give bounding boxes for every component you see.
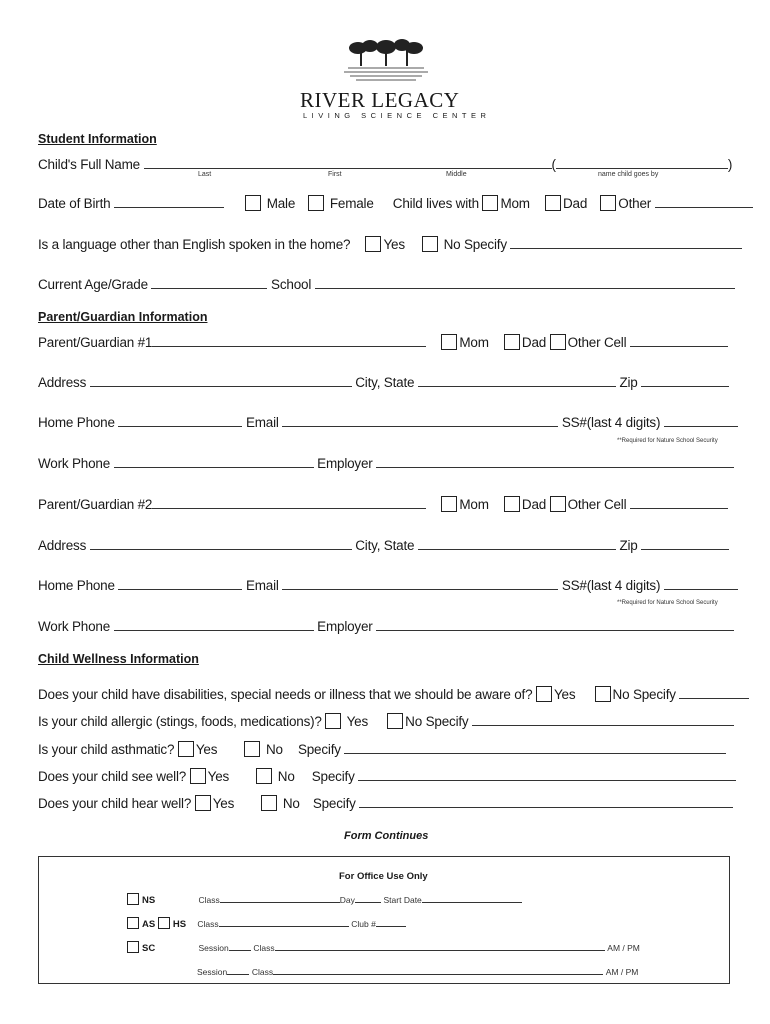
form-continues: Form Continues bbox=[344, 830, 429, 842]
wellness-q4-row bbox=[38, 768, 736, 784]
dob-row bbox=[38, 195, 753, 211]
as-class-field[interactable] bbox=[219, 917, 349, 927]
as-checkbox[interactable] bbox=[127, 917, 139, 929]
sc-class-field-1[interactable] bbox=[275, 941, 605, 951]
pg2-label: Parent/Guardian #2 bbox=[38, 497, 153, 512]
q4-yes-label: Yes bbox=[207, 769, 230, 784]
pg1-name-field[interactable] bbox=[152, 334, 426, 347]
pg2-work-phone-field[interactable] bbox=[114, 618, 314, 631]
trees-logo-icon bbox=[340, 38, 432, 88]
wellness-q2-row bbox=[38, 713, 734, 729]
lives-other-label: Other bbox=[618, 196, 652, 211]
wellness-q3-row bbox=[38, 741, 726, 757]
office-as-row bbox=[127, 917, 406, 930]
q1-yes-checkbox[interactable] bbox=[536, 686, 552, 702]
language-row bbox=[38, 236, 742, 252]
sc-session-field-1[interactable] bbox=[229, 941, 251, 951]
ns-class-label: Class bbox=[198, 895, 220, 905]
sc-class-field-2[interactable] bbox=[273, 965, 603, 975]
language-no-checkbox[interactable] bbox=[422, 236, 438, 252]
language-specify-field[interactable] bbox=[510, 236, 742, 249]
lives-other-checkbox[interactable] bbox=[600, 195, 616, 211]
pg2-city-field[interactable] bbox=[418, 537, 616, 550]
q4-no-label: No bbox=[277, 769, 295, 784]
full-name-label: Child's Full Name bbox=[38, 157, 140, 172]
q4-yes-checkbox[interactable] bbox=[190, 768, 206, 784]
sc-class-label-2: Class bbox=[251, 967, 274, 977]
dob-label: Date of Birth bbox=[38, 196, 111, 211]
q4-specify-label: Specify bbox=[311, 769, 355, 784]
pg2-home-phone-field[interactable] bbox=[118, 577, 242, 590]
ns-day-label: Day bbox=[339, 895, 355, 905]
pg2-ss-field[interactable] bbox=[664, 577, 738, 590]
q1-no-label: No bbox=[612, 687, 630, 702]
q2-specify-label: Specify bbox=[425, 714, 469, 729]
lives-dad-label: Dad bbox=[562, 196, 588, 211]
pg2-work-row bbox=[38, 618, 734, 634]
pg2-address-label: Address bbox=[38, 538, 87, 553]
pg2-home-phone-label: Home Phone bbox=[38, 578, 115, 593]
wellness-q5-row bbox=[38, 795, 733, 811]
ns-checkbox[interactable] bbox=[127, 893, 139, 905]
ns-start-date-field[interactable] bbox=[422, 893, 522, 903]
pg2-dad-label: Dad bbox=[521, 497, 547, 512]
pg2-city-label: City, State bbox=[355, 538, 415, 553]
office-title: For Office Use Only bbox=[339, 871, 428, 882]
pg2-cell-label: Cell bbox=[603, 497, 627, 512]
pg1-home-phone-field[interactable] bbox=[118, 414, 242, 427]
q5-yes-checkbox[interactable] bbox=[195, 795, 211, 811]
logo-name: RIVER LEGACY bbox=[300, 88, 460, 112]
pg2-mom-label: Mom bbox=[459, 497, 489, 512]
male-checkbox[interactable] bbox=[245, 195, 261, 211]
pg1-other-label: Other bbox=[567, 335, 601, 350]
q5-no-checkbox[interactable] bbox=[261, 795, 277, 811]
pg2-name-field[interactable] bbox=[152, 496, 426, 509]
pg2-address-field[interactable] bbox=[90, 537, 352, 550]
pg1-row bbox=[38, 334, 728, 350]
pg1-zip-label: Zip bbox=[619, 375, 638, 390]
q5-no-label: No bbox=[282, 796, 300, 811]
q2-yes-checkbox[interactable] bbox=[325, 713, 341, 729]
q2-yes-label: Yes bbox=[346, 714, 369, 729]
pg1-address-label: Address bbox=[38, 375, 87, 390]
pg1-zip-field[interactable] bbox=[641, 374, 729, 387]
q3-yes-label: Yes bbox=[195, 742, 218, 757]
full-name-row: Child's Full Name ( ) bbox=[38, 157, 733, 172]
q1-yes-label: Yes bbox=[553, 687, 576, 702]
pg2-work-phone-label: Work Phone bbox=[38, 619, 111, 634]
q3-yes-checkbox[interactable] bbox=[178, 741, 194, 757]
school-field[interactable] bbox=[315, 276, 735, 289]
as-label: AS bbox=[142, 919, 156, 930]
pg1-employer-field[interactable] bbox=[376, 455, 734, 468]
office-use-box bbox=[38, 856, 730, 984]
sc-ampm-2: AM / PM bbox=[605, 967, 639, 977]
pg1-mom-checkbox[interactable] bbox=[441, 334, 457, 350]
pg1-label: Parent/Guardian #1 bbox=[38, 335, 153, 350]
wellness-q1-row bbox=[38, 686, 749, 702]
pg2-email-field[interactable] bbox=[282, 577, 558, 590]
nickname-field[interactable] bbox=[556, 156, 728, 169]
pg1-work-row bbox=[38, 455, 734, 471]
pg1-home-phone-label: Home Phone bbox=[38, 415, 115, 430]
wellness-q1-label: Does your child have disabilities, special needs or illness that we should be aware of? bbox=[38, 687, 533, 702]
q3-specify-field[interactable] bbox=[344, 741, 726, 754]
pg1-city-label: City, State bbox=[355, 375, 415, 390]
full-name-field[interactable] bbox=[144, 156, 552, 169]
ns-start-date-label: Start Date bbox=[383, 895, 422, 905]
q4-no-checkbox[interactable] bbox=[256, 768, 272, 784]
q5-specify-field[interactable] bbox=[359, 795, 733, 808]
wellness-q5-label: Does your child hear well? bbox=[38, 796, 192, 811]
ns-label: NS bbox=[142, 895, 156, 906]
pg2-row bbox=[38, 496, 728, 512]
as-club-field[interactable] bbox=[376, 917, 406, 927]
pg1-city-field[interactable] bbox=[418, 374, 616, 387]
wellness-q4-label: Does your child see well? bbox=[38, 769, 187, 784]
pg2-other-label: Other bbox=[567, 497, 601, 512]
pg1-dad-label: Dad bbox=[521, 335, 547, 350]
pg1-other-checkbox[interactable] bbox=[550, 334, 566, 350]
pg2-mom-checkbox[interactable] bbox=[441, 496, 457, 512]
sc-session-label-2: Session bbox=[197, 967, 228, 977]
pg1-ss-label: SS#(last 4 digits) bbox=[561, 415, 661, 430]
age-field[interactable] bbox=[151, 276, 267, 289]
q5-specify-label: Specify bbox=[312, 796, 356, 811]
pg2-employer-label: Employer bbox=[317, 619, 373, 634]
pg2-address-row bbox=[38, 537, 729, 553]
sc-class-label-1: Class bbox=[253, 943, 275, 953]
pg1-dad-checkbox[interactable] bbox=[504, 334, 520, 350]
pg2-required-note: **Required for Nature School Security bbox=[617, 600, 718, 606]
lives-other-field[interactable] bbox=[655, 195, 753, 208]
pg1-cell-label: Cell bbox=[603, 335, 627, 350]
female-label: Female bbox=[329, 196, 374, 211]
dob-field[interactable] bbox=[114, 195, 224, 208]
parent-heading: Parent/Guardian Information bbox=[38, 310, 208, 324]
wellness-q2-label: Is your child allergic (stings, foods, medications)? bbox=[38, 714, 322, 729]
office-session2-row bbox=[197, 965, 638, 978]
lives-mom-checkbox[interactable] bbox=[482, 195, 498, 211]
student-heading: Student Information bbox=[38, 132, 157, 146]
language-specify-label: Specify bbox=[464, 237, 507, 252]
pg1-ss-field[interactable] bbox=[664, 414, 738, 427]
lives-dad-checkbox[interactable] bbox=[545, 195, 561, 211]
pg1-address-row bbox=[38, 374, 729, 390]
sub-last: Last bbox=[198, 171, 212, 178]
sub-first: First bbox=[328, 171, 342, 178]
pg2-zip-field[interactable] bbox=[641, 537, 729, 550]
q1-specify-label: Specify bbox=[632, 687, 676, 702]
hs-checkbox[interactable] bbox=[158, 917, 170, 929]
sc-label: SC bbox=[142, 943, 156, 954]
pg1-work-phone-field[interactable] bbox=[114, 455, 314, 468]
pg1-required-note: **Required for Nature School Security bbox=[617, 438, 718, 444]
sc-session-label-1: Session bbox=[198, 943, 229, 953]
pg2-dad-checkbox[interactable] bbox=[504, 496, 520, 512]
pg2-cell-field[interactable] bbox=[630, 496, 728, 509]
pg1-work-phone-label: Work Phone bbox=[38, 456, 111, 471]
pg2-ss-label: SS#(last 4 digits) bbox=[561, 578, 661, 593]
ns-day-field[interactable] bbox=[355, 893, 381, 903]
q2-no-label: No bbox=[405, 714, 423, 729]
q1-no-checkbox[interactable] bbox=[595, 686, 611, 702]
age-label: Current Age/Grade bbox=[38, 277, 148, 292]
pg2-other-checkbox[interactable] bbox=[550, 496, 566, 512]
language-yes-label: Yes bbox=[383, 237, 405, 252]
q2-specify-field[interactable] bbox=[472, 713, 734, 726]
female-checkbox[interactable] bbox=[308, 195, 324, 211]
office-sc-row bbox=[127, 941, 640, 954]
logo-tagline: LIVING SCIENCE CENTER bbox=[303, 111, 491, 120]
sc-session-field-2[interactable] bbox=[227, 965, 249, 975]
pg1-phone-row bbox=[38, 414, 738, 430]
pg1-employer-label: Employer bbox=[317, 456, 373, 471]
language-question: Is a language other than English spoken in the home? bbox=[38, 237, 351, 252]
lives-with-label: Child lives with bbox=[392, 196, 479, 211]
q5-yes-label: Yes bbox=[212, 796, 235, 811]
as-club-label: Club # bbox=[351, 919, 376, 929]
pg2-zip-label: Zip bbox=[619, 538, 638, 553]
sub-nickname: name child goes by bbox=[598, 171, 659, 178]
q2-no-checkbox[interactable] bbox=[387, 713, 403, 729]
sc-checkbox[interactable] bbox=[127, 941, 139, 953]
q1-specify-field[interactable] bbox=[679, 686, 749, 699]
sub-middle: Middle bbox=[446, 171, 467, 178]
wellness-heading: Child Wellness Information bbox=[38, 652, 199, 666]
pg1-email-label: Email bbox=[245, 415, 279, 430]
school-label: School bbox=[271, 277, 312, 292]
q3-no-checkbox[interactable] bbox=[244, 741, 260, 757]
pg2-phone-row bbox=[38, 577, 738, 593]
q3-specify-label: Specify bbox=[297, 742, 341, 757]
pg1-address-field[interactable] bbox=[90, 374, 352, 387]
ns-class-field[interactable] bbox=[220, 893, 340, 903]
as-class-label: Class bbox=[197, 919, 219, 929]
lives-mom-label: Mom bbox=[500, 196, 530, 211]
sc-ampm-1: AM / PM bbox=[607, 943, 640, 953]
q4-specify-field[interactable] bbox=[358, 768, 736, 781]
pg1-email-field[interactable] bbox=[282, 414, 558, 427]
pg1-mom-label: Mom bbox=[459, 335, 489, 350]
language-no-label: No bbox=[443, 237, 461, 252]
wellness-q3-label: Is your child asthmatic? bbox=[38, 742, 175, 757]
hs-label: HS bbox=[172, 919, 187, 930]
male-label: Male bbox=[266, 196, 296, 211]
age-school-row bbox=[38, 276, 735, 292]
pg2-email-label: Email bbox=[245, 578, 279, 593]
office-ns-row bbox=[127, 893, 522, 906]
q3-no-label: No bbox=[265, 742, 283, 757]
language-yes-checkbox[interactable] bbox=[365, 236, 381, 252]
pg2-employer-field[interactable] bbox=[376, 618, 734, 631]
pg1-cell-field[interactable] bbox=[630, 334, 728, 347]
